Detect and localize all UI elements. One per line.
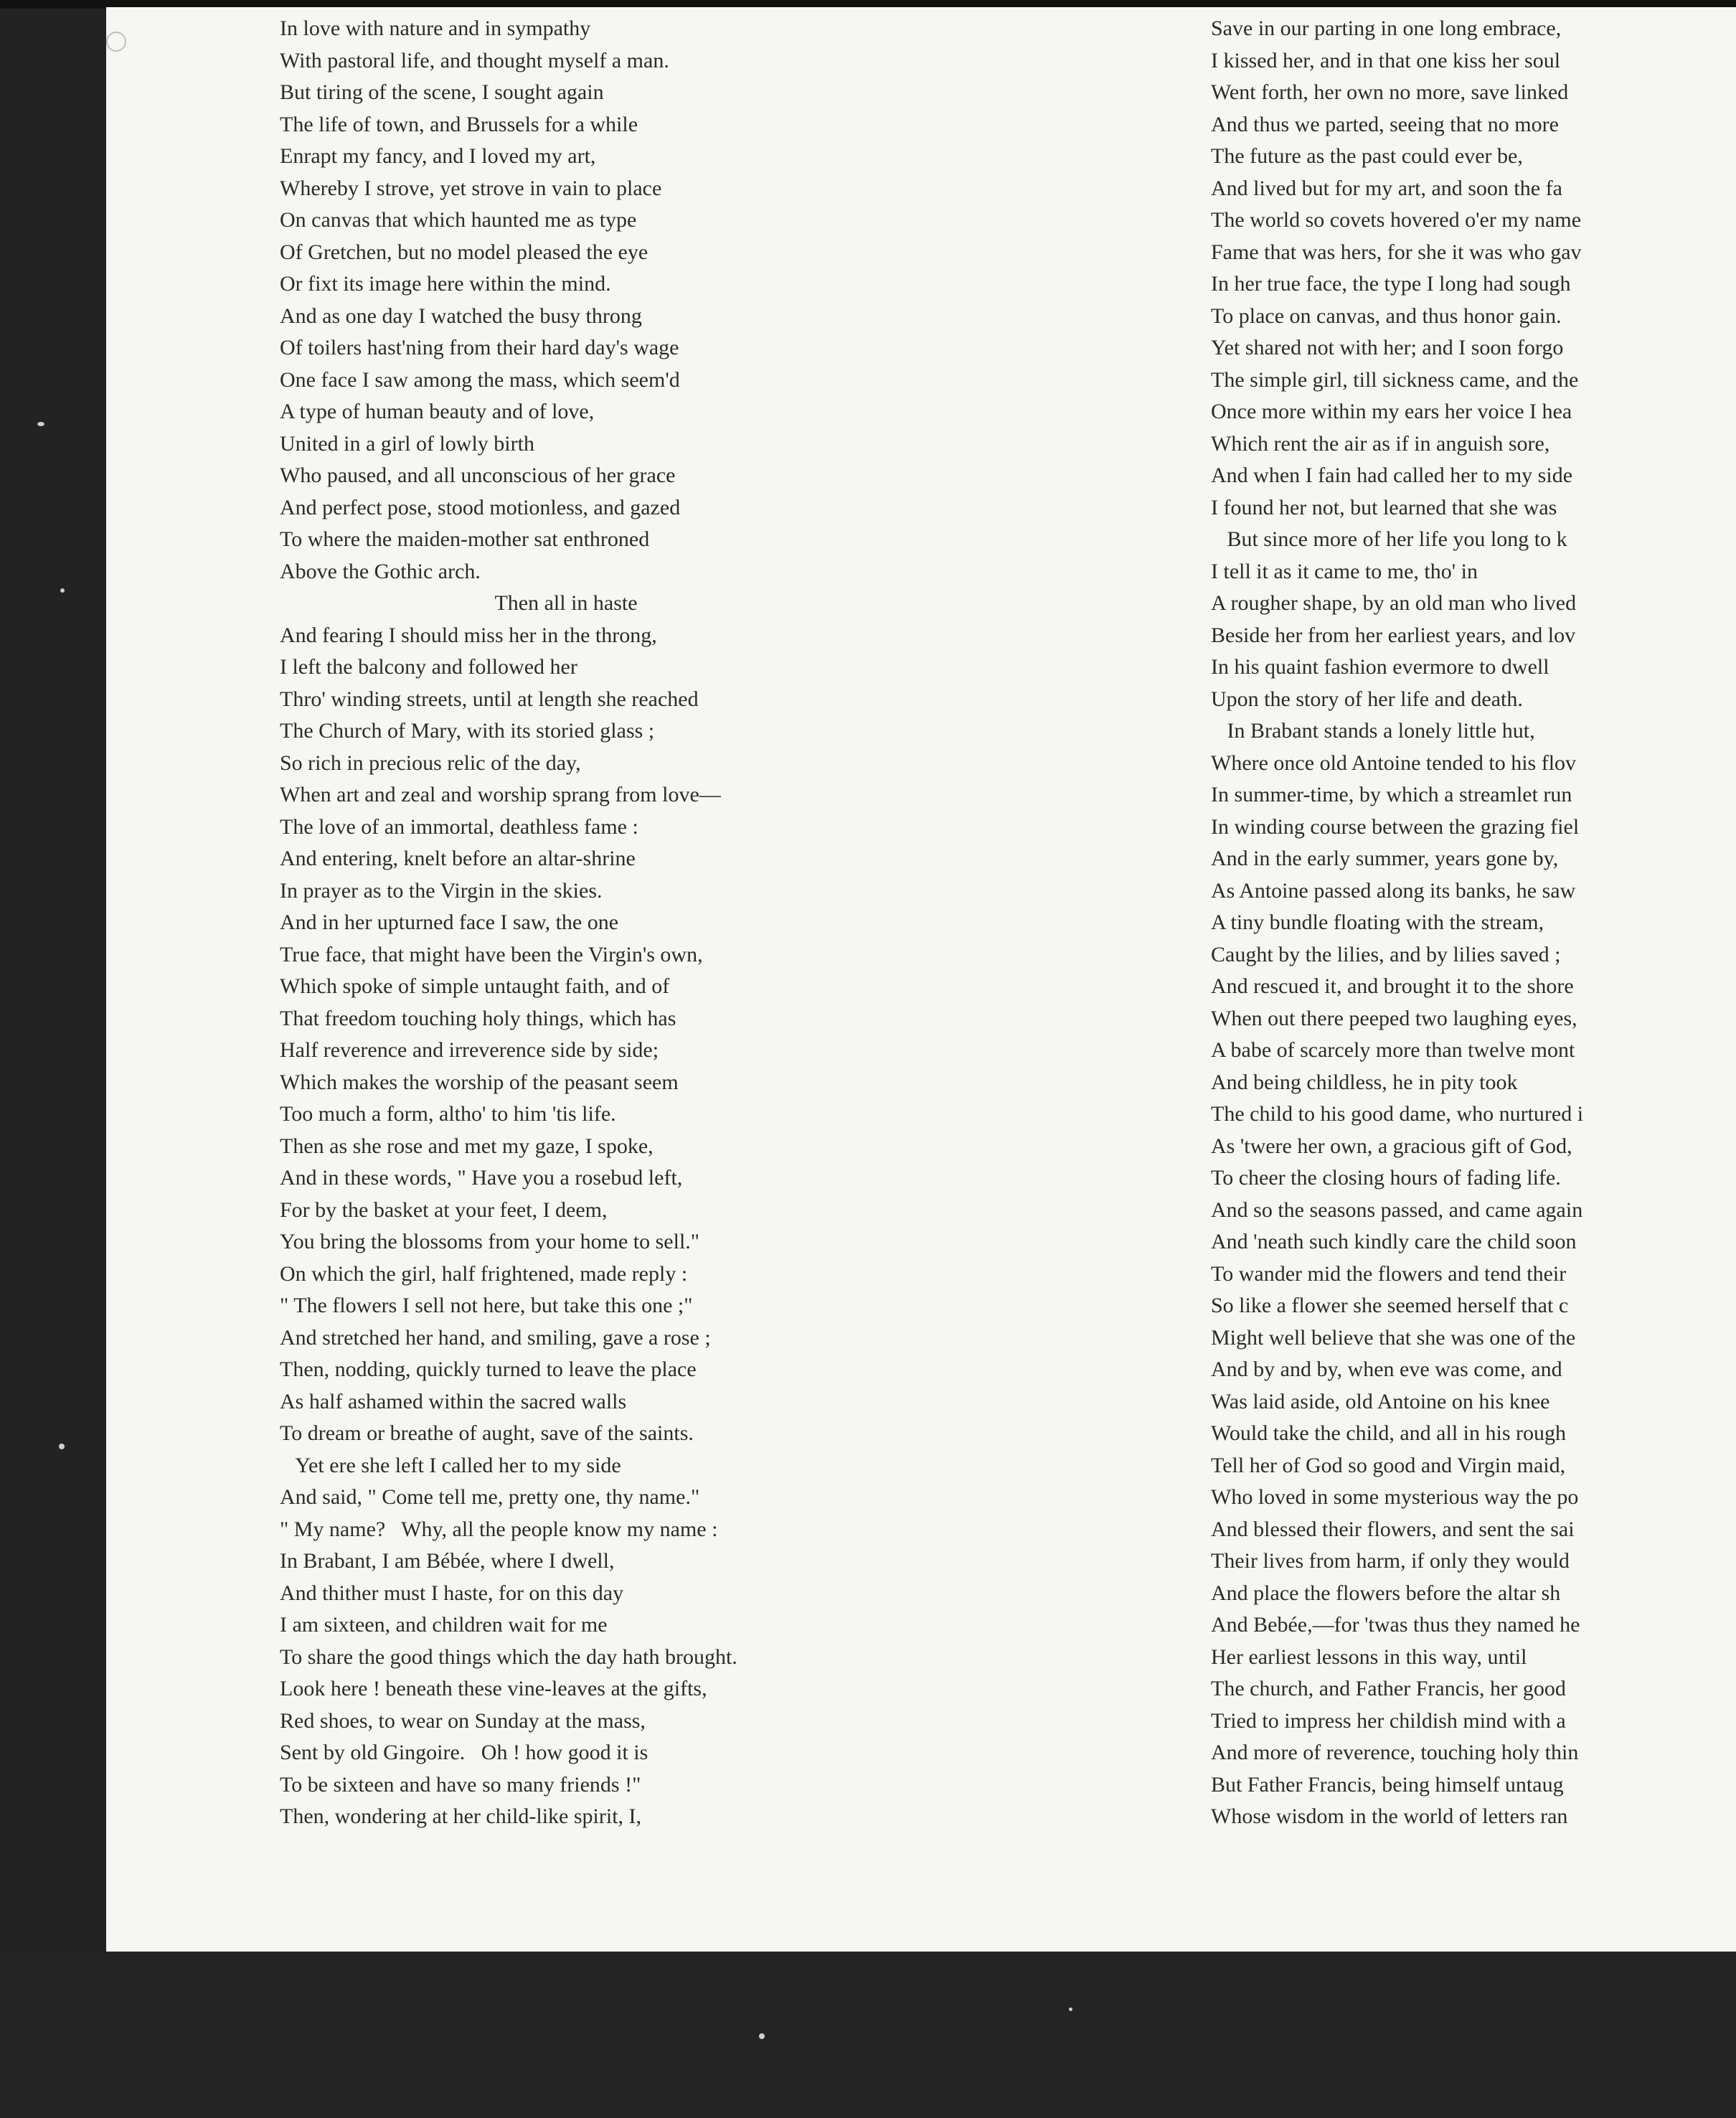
poem-line: But tiring of the scene, I sought again — [280, 80, 604, 104]
poem-line: Who loved in some mysterious way the po — [1211, 1485, 1579, 1509]
poem-line: The life of town, and Brussels for a while — [280, 112, 638, 136]
poem-line: And thither must I haste, for on this day — [280, 1581, 624, 1605]
page-mark-icon — [106, 32, 126, 52]
poem-line: A rougher shape, by an old man who lived — [1211, 591, 1577, 615]
poem-line: And so the seasons passed, and came again — [1211, 1197, 1583, 1222]
poem-line: Tell her of God so good and Virgin maid, — [1211, 1453, 1566, 1477]
poem-line: Would take the child, and all in his rough — [1211, 1421, 1566, 1445]
poem-line: And blessed their flowers, and sent the sai — [1211, 1517, 1575, 1541]
poem-line: And as one day I watched the busy throng — [280, 303, 642, 328]
poem-line: So rich in precious relic of the day, — [280, 750, 581, 775]
poem-line: And stretched her hand, and smiling, gave a rose ; — [280, 1325, 711, 1350]
poem-line: On canvas that which haunted me as type — [280, 208, 637, 232]
poem-line: That freedom touching holy things, which has — [280, 1006, 676, 1030]
poem-line: And 'neath such kindly care the child soon — [1211, 1230, 1577, 1253]
poem-line: And lived but for my art, and soon the fa — [1211, 176, 1562, 200]
poem-line: A type of human beauty and of love, — [280, 400, 595, 423]
poem-line: Then, nodding, quickly turned to leave the place — [280, 1357, 697, 1381]
poem-line: I kissed her, and in that one kiss her soul — [1211, 48, 1561, 72]
poem-line: And by and by, when eve was come, and — [1211, 1357, 1562, 1381]
poem-line: Then all in haste — [280, 591, 638, 615]
poem-line: Too much a form, altho' to him 'tis life. — [280, 1102, 616, 1126]
poem-line: And in her upturned face I saw, the one — [280, 910, 619, 934]
poem-line: Whose wisdom in the world of letters ran — [1211, 1804, 1568, 1828]
poem-line: And place the flowers before the altar sh — [1211, 1581, 1561, 1605]
poem-line: And fearing I should miss her in the throng, — [280, 623, 657, 647]
poem-line: In prayer as to the Virgin in the skies. — [280, 878, 603, 903]
poem-line: Enrapt my fancy, and I loved my art, — [280, 144, 596, 168]
poem-line: The world so covets hovered o'er my name — [1211, 208, 1582, 232]
poem-line: And Bebée,—for 'twas thus they named he — [1211, 1613, 1580, 1637]
scan-bottom-border — [0, 1952, 1736, 2118]
poem-line: As Antoine passed along its banks, he saw — [1211, 878, 1576, 903]
poem-line: To be sixteen and have so many friends !" — [280, 1772, 641, 1797]
poem-line: To where the maiden-mother sat enthroned — [280, 527, 650, 551]
poem-line: Upon the story of her life and death. — [1211, 687, 1523, 711]
poem-line: Caught by the lilies, and by lilies saved ; — [1211, 942, 1561, 966]
poem-line: I tell it as it came to me, tho' in — [1211, 559, 1478, 583]
poem-line: Or fixt its image here within the mind. — [280, 272, 611, 296]
poem-line: Yet ere she left I called her to my side — [280, 1453, 621, 1477]
poem-line: To cheer the closing hours of fading life. — [1211, 1166, 1561, 1190]
poem-line: To wander mid the flowers and tend their — [1211, 1261, 1567, 1286]
poem-line: Beside her from her earliest years, and lov — [1211, 623, 1576, 647]
poem-left-column — [280, 13, 968, 1833]
poem-line: But since more of her life you long to k — [1211, 527, 1567, 551]
poem-line: Once more within my ears her voice I hea — [1211, 400, 1572, 423]
poem-line: Sent by old Gingoire. Oh ! how good it is — [280, 1741, 648, 1764]
poem-line: Which rent the air as if in anguish sore, — [1211, 431, 1550, 456]
poem-line: And in these words, " Have you a rosebud left, — [280, 1166, 683, 1190]
poem-line: When art and zeal and worship sprang from love— — [280, 783, 721, 806]
poem-line: Look here ! beneath these vine-leaves at the gifts, — [280, 1677, 707, 1700]
poem-line: Fame that was hers, for she it was who gav — [1211, 240, 1582, 264]
poem-line: Yet shared not with her; and I soon forgo — [1211, 336, 1564, 359]
poem-line: Who paused, and all unconscious of her grace — [280, 463, 676, 487]
poem-line: United in a girl of lowly birth — [280, 431, 534, 456]
poem-line: Then as she rose and met my gaze, I spoke, — [280, 1134, 654, 1158]
poem-line: Which spoke of simple untaught faith, and of — [280, 974, 670, 998]
poem-line: Where once old Antoine tended to his flov — [1211, 750, 1577, 775]
poem-line: Whereby I strove, yet strove in vain to place — [280, 176, 662, 200]
poem-line: In love with nature and in sympathy — [280, 17, 591, 40]
poem-line: True face, that might have been the Virgin's own, — [280, 942, 703, 966]
poem-line: Above the Gothic arch. — [280, 559, 481, 583]
poem-line: " The flowers I sell not here, but take this one ;" — [280, 1294, 693, 1317]
poem-line: With pastoral life, and thought myself a man. — [280, 48, 669, 72]
poem-line: I am sixteen, and children wait for me — [280, 1613, 608, 1637]
poem-line: The simple girl, till sickness came, and the — [1211, 367, 1579, 392]
poem-line: In Brabant, I am Bébée, where I dwell, — [280, 1549, 615, 1573]
poem-line: And thus we parted, seeing that no more — [1211, 112, 1559, 136]
poem-line: In summer-time, by which a streamlet run — [1211, 783, 1572, 806]
poem-line: I found her not, but learned that she was — [1211, 495, 1557, 519]
poem-line: And perfect pose, stood motionless, and gazed — [280, 495, 681, 519]
poem-line: A tiny bundle floating with the stream, — [1211, 910, 1544, 934]
poem-line: A babe of scarcely more than twelve mont — [1211, 1038, 1575, 1062]
poem-line: Of toilers hast'ning from their hard day's wage — [280, 336, 679, 359]
scan-speck — [59, 1444, 65, 1449]
poem-line: Save in our parting in one long embrace, — [1211, 17, 1562, 40]
poem-line: So like a flower she seemed herself that c — [1211, 1294, 1569, 1317]
poem-line: In her true face, the type I long had sough — [1211, 272, 1571, 296]
poem-line: The love of an immortal, deathless fame : — [280, 814, 638, 839]
poem-line: To dream or breathe of aught, save of the saints. — [280, 1421, 694, 1445]
poem-line: And rescued it, and brought it to the shore — [1211, 974, 1574, 998]
poem-line: And said, " Come tell me, pretty one, thy name." — [280, 1485, 700, 1509]
poem-line: And being childless, he in pity took — [1211, 1070, 1518, 1094]
poem-line: Red shoes, to wear on Sunday at the mass, — [280, 1708, 646, 1733]
poem-line: On which the girl, half frightened, made reply : — [280, 1261, 688, 1286]
scan-speck — [1069, 2008, 1072, 2011]
poem-line: You bring the blossoms from your home to sell." — [280, 1230, 700, 1253]
poem-line: In Brabant stands a lonely little hut, — [1211, 719, 1535, 743]
poem-line: I left the balcony and followed her — [280, 655, 577, 679]
poem-line: To place on canvas, and thus honor gain. — [1211, 303, 1562, 328]
poem-line: The church, and Father Francis, her good — [1211, 1677, 1566, 1700]
poem-line: Tried to impress her childish mind with a — [1211, 1708, 1566, 1733]
poem-line: Her earliest lessons in this way, until — [1211, 1644, 1527, 1669]
poem-right-column — [1211, 13, 1648, 1833]
poem-line: Was laid aside, old Antoine on his knee — [1211, 1389, 1550, 1413]
poem-line: And in the early summer, years gone by, — [1211, 847, 1559, 870]
poem-line: " My name? Why, all the people know my name : — [280, 1517, 718, 1541]
poem-line: In winding course between the grazing fiel — [1211, 814, 1580, 839]
poem-line: Might well believe that she was one of the — [1211, 1325, 1576, 1350]
poem-line: Went forth, her own no more, save linked — [1211, 80, 1569, 104]
scan-speck — [60, 588, 65, 593]
poem-line: And when I fain had called her to my side — [1211, 463, 1573, 487]
scan-speck — [759, 2033, 765, 2039]
poem-line: Half reverence and irreverence side by side; — [280, 1038, 659, 1062]
poem-line: Then, wondering at her child-like spirit, I, — [280, 1804, 642, 1828]
poem-line: As half ashamed within the sacred walls — [280, 1389, 627, 1413]
poem-line: As 'twere her own, a gracious gift of God, — [1211, 1134, 1572, 1158]
poem-line: In his quaint fashion evermore to dwell — [1211, 655, 1549, 679]
poem-line: Thro' winding streets, until at length she reached — [280, 687, 699, 711]
poem-line: The child to his good dame, who nurtured i — [1211, 1102, 1584, 1126]
poem-line: Of Gretchen, but no model pleased the eye — [280, 240, 648, 264]
poem-line: And more of reverence, touching holy thin — [1211, 1741, 1579, 1764]
scan-speck — [37, 422, 44, 426]
poem-line: Which makes the worship of the peasant seem — [280, 1070, 679, 1094]
poem-line: Their lives from harm, if only they would — [1211, 1549, 1570, 1573]
poem-line: One face I saw among the mass, which seem'd — [280, 367, 680, 392]
poem-line: The future as the past could ever be, — [1211, 144, 1523, 168]
poem-line: To share the good things which the day hath brought. — [280, 1644, 737, 1669]
poem-line: When out there peeped two laughing eyes, — [1211, 1006, 1577, 1030]
poem-line: But Father Francis, being himself untaug — [1211, 1772, 1564, 1797]
poem-line: The Church of Mary, with its storied glass ; — [280, 719, 655, 743]
poem-line: For by the basket at your feet, I deem, — [280, 1197, 608, 1222]
poem-line: And entering, knelt before an altar-shrine — [280, 847, 636, 870]
